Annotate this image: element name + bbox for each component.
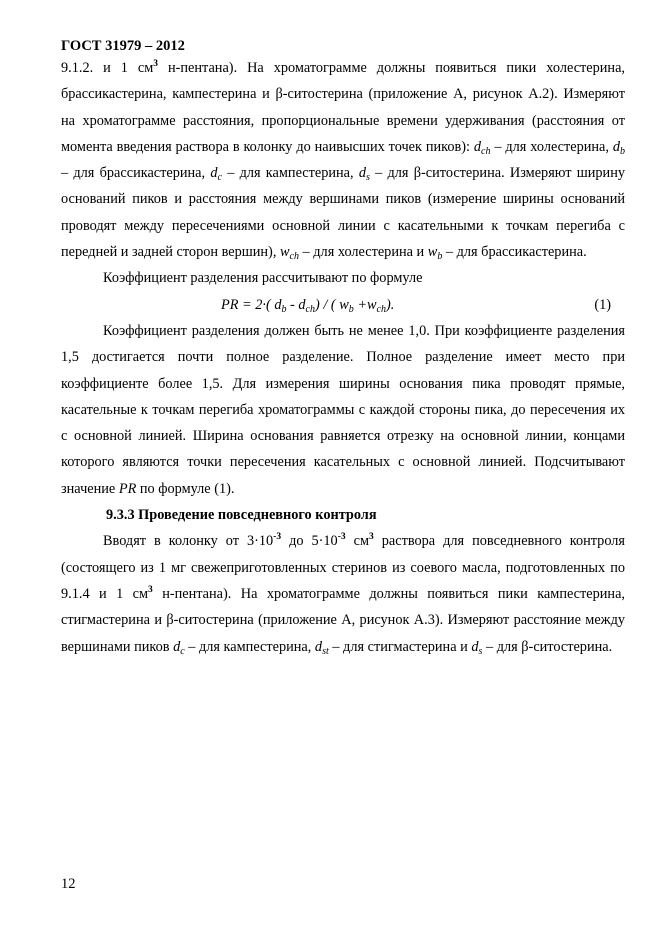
- section-heading: 9.3.3 Проведение повседневного контроля: [106, 507, 377, 524]
- formula-number: (1): [594, 296, 611, 313]
- document-body: [61, 55, 625, 660]
- page-number: 12: [61, 876, 76, 892]
- paragraph-formula-intro: Коэффициент разделения рассчитывают по формуле: [103, 270, 423, 287]
- formula-line: [61, 292, 625, 318]
- formula-expression: PR = 2·( $d_b - d_{ch}$) / ( $w_b +w_{ch}$).: [221, 296, 395, 315]
- paragraph-resolution: Коэффициент разделения должен быть не менее 1,0. При коэффициенте разделения 1,5 достигается почти полное разделение. Полное разделение имеет место при коэффициенте более 1,5. Для измерения ширины основания пика проводят прямые, касательные к точкам перегиба хроматограммы с каждой стороны пика, до пересечения их с основной линией. Ширина основания равняется отрезку на основной линии, концами которого являются точки пересечения касательных с основной линией. Подсчитывают значение PR по формуле (1).: [61, 322, 625, 497]
- paragraph-daily-control: Вводят в колонку от $3\cdot 10^{-3}$ до $5\cdot 10^{-3}$ $см^3$ раствора для повседневного контроля (состоящего из 1 мг свежеприготовленных стеринов из соевого масла, подготовленных по 9.1.4 и 1 $см^3$ н-пентана). На хроматограмме должны появиться пики кампестерина, стигмастерина и β-ситостерина (приложение А, рисунок А.3). Измеряют расстояние между вершинами пиков $d_c$ – для кампестерина, $d_{st}$ – для стигмастерина и $d_s$ – для β-ситостерина.: [61, 532, 626, 657]
- paragraph-peaks: 9.1.2. и 1 $см^3$ н-пентана). На хроматограмме должны появиться пики холестерина, брассикастерина, кампестерина и β-ситостерина (приложение А, рисунок А.2). Измеряют на хроматограмме расстояния, пропорциональные времени удерживания (расстояния от момента введения раствора в колонку до наивысших точек пиков): $d_{ch}$ – для холестерина, $d_b$ – для брассикастерина, $d_c$ – для кампестерина, $d_s$ – для β-ситостерина. Измеряют ширину оснований пиков и расстояния между вершинами пиков (измерение ширины оснований проводят между пересечениями основной линии с касательными к точкам перегиба с передней и задней сторон вершин), $w_{ch}$ – для холестерина и $w_b$ – для брассикастерина.: [61, 59, 626, 263]
- document-header: ГОСТ 31979 – 2012: [61, 38, 185, 54]
